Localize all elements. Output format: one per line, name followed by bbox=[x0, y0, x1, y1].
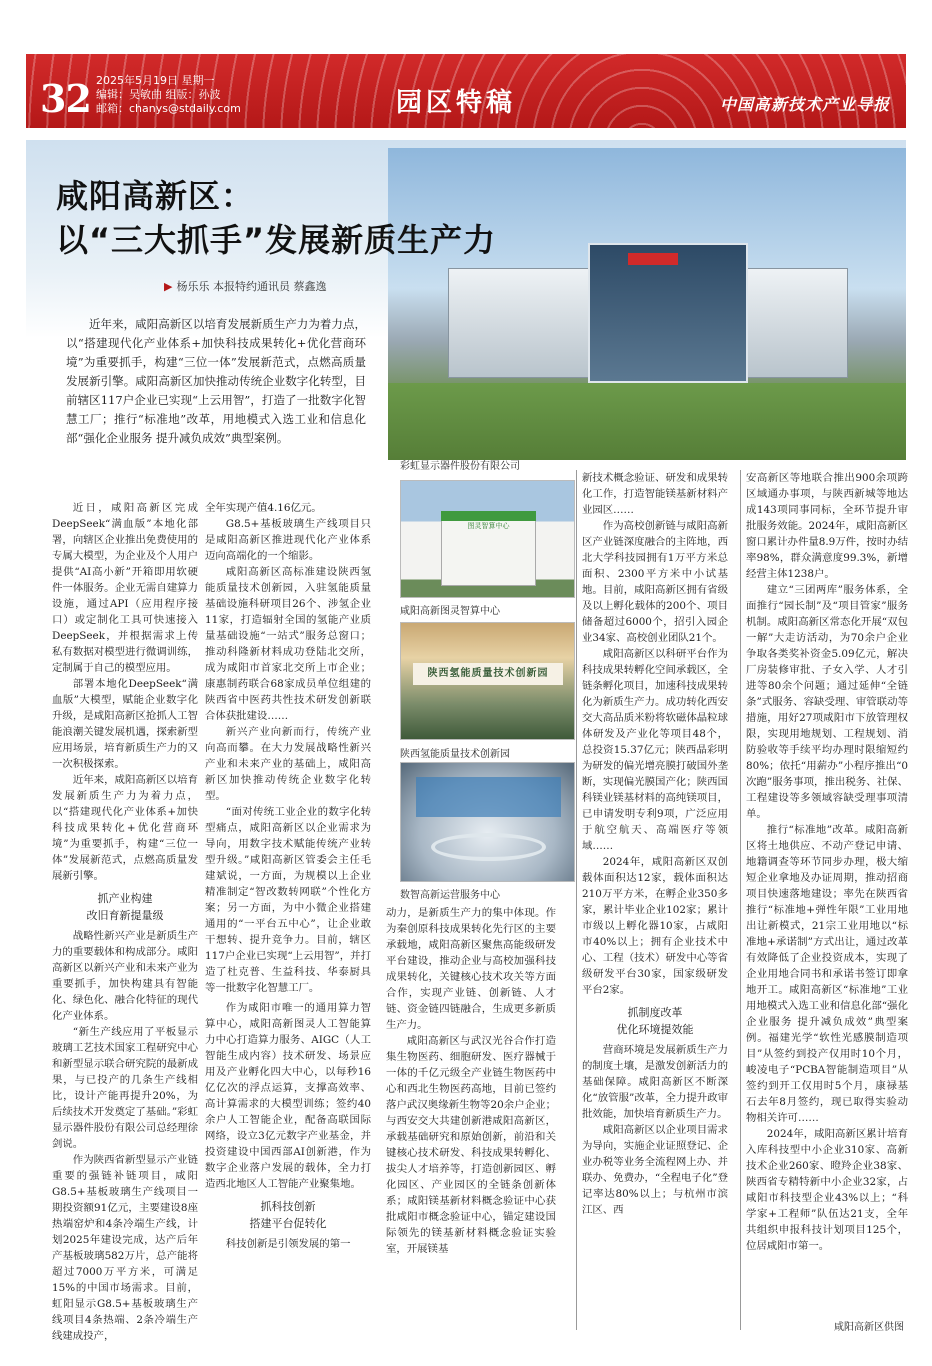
column-2-lower bbox=[205, 1000, 371, 1350]
main-photo-caption: 彩虹显示器件股份有限公司 bbox=[400, 461, 520, 472]
paragraph: “面对传统工业企业的数字化转型痛点，咸阳高新区以企业需求为导向，用数字技术赋能传统产业转型升级。”咸阳高新区管委会主任毛建斌说，一方面，为规模以上企业精准制定“智改数转网联”个性化方案；另一方面，为中小微企业搭建通用的“一平台五中心”，让企业敢干想转、提升竞争力。目前，辖区117户企业已实现“上云用智”，并打造了杜克普、生益科技、华泰厨具等一批数字化智慧工厂。 bbox=[205, 806, 371, 994]
lobby-ring bbox=[431, 833, 546, 861]
page-number: 32 bbox=[40, 76, 91, 121]
headline-line-2: 以“三大抓手”发展新质生产力 bbox=[56, 221, 497, 259]
paragraph: 动力，是新质生产力的集中体现。作为秦创原科技成果转化先行区的主要承载地，咸阳高新区聚焦高能级研发平台建设，推动企业与高校加强科技成果转化，关键核心技术攻关等方面合作，实现产业链、创新链、人才链、资金链四链融合，生成更多新质生产力。 bbox=[386, 907, 556, 1031]
page-banner bbox=[26, 54, 906, 128]
paragraph: 安高新区等地联合推出900余项跨区域通办事项，与陕西新城等地达成143项同事同标，全环节提升审批服务效能。2024年，咸阳高新区窗口累计办件量8.9万件，按时办结率98%，群众满意度99.3%，新增经营主体1238户。 bbox=[746, 472, 908, 580]
paragraph: 2024年，咸阳高新区双创载体面积达12家，载体面积达210万平方米，在孵企业350多家，累计毕业企业102家；累计市级以上孵化器10家，占咸阳市40%以上；拥有企业技术中心、工程（技术）研发中心等省级研发平台30家，国家级研发平台2家。 bbox=[582, 856, 728, 996]
paragraph: 作为咸阳市唯一的通用算力智算中心，咸阳高新图灵人工智能算力中心打造算力服务、AIGC（人工智能生成内容）技术研发、场景应用及产业孵化四大中心，以每秒16亿亿次的浮点运算，支撑高效率、高计算需求的大模型训练；签约40余户人工智能企业，配备高联国际网络，设立3亿元数字产业基金，并投资建设中国西部AI创新港，作为数字企业落户发展的载体，全力打造西北地区人工智能产业聚集地。 bbox=[205, 1002, 371, 1190]
photo-computing-center bbox=[400, 480, 575, 598]
paragraph: 全年实现产值4.16亿元。 bbox=[205, 502, 322, 514]
paragraph: 作为陕西省新型显示产业链重要的强链补链项目，咸阳G8.5+基板玻璃生产线项目一期投资额91亿元，主要建设8座热端窑炉和4条冷端生产线，计划2025年建设完成，达产后年产基板玻璃582万片，总产能将超过7000万平方米，可满足15%的中国市场需求。目前，虹阳显示G8.5+基板玻璃生产线项目4条热端、2条冷端生产线建成投产， bbox=[52, 1154, 198, 1342]
paragraph: 科技创新是引领发展的第一 bbox=[225, 1238, 351, 1250]
column-4 bbox=[582, 470, 728, 1310]
lawn bbox=[388, 383, 906, 460]
photo-service-center bbox=[400, 762, 575, 882]
headline-line-1: 咸阳高新区： bbox=[56, 177, 255, 215]
paragraph: 新技术概念验证、研发和成果转化工作，打造智能镁基新材料产业园区…… bbox=[582, 472, 728, 516]
section-title: 园区特稿 bbox=[396, 88, 517, 118]
paragraph: 近日，咸阳高新区完成DeepSeek“满血版”本地化部署，向辖区企业推出免费使用的专属大模型，为企业及个人用户提供“AI高小新”开箱即用软硬件一体服务。企业无需自建算力设施，通过API（应用程序接口）或定制化工具可快速接入DeepSeek，并根据需求上传私有数据对模型进行微调训练，定制属于自己的模型应用。 bbox=[52, 502, 198, 674]
column-divider bbox=[740, 470, 741, 1330]
column-divider bbox=[576, 470, 577, 1330]
byline bbox=[164, 278, 326, 294]
paragraph: 2024年，咸阳高新区累计培育入库科技型中小企业310家、高新技术企业260家、瞪羚企业38家、陕西省专精特新中小企业32家，占咸阳市科技型企业43%以上；“科学家+工程师”队伍达21支，全年共组织申报科技计划项目125个，位居咸阳市第一。 bbox=[746, 1128, 908, 1252]
green-sign bbox=[441, 511, 536, 521]
subheading bbox=[205, 1198, 371, 1232]
column-1 bbox=[52, 500, 198, 1342]
column-3 bbox=[386, 905, 556, 1285]
photo3-caption: 数智高新运营服务中心 bbox=[400, 890, 500, 901]
email-line: 邮箱：chanys@stdaily.com bbox=[96, 102, 241, 115]
paragraph: 推行“标准地”改革。咸阳高新区将土地供应、不动产登记申请、地籍调查等环节同步办理，极大缩短企业拿地及办证周期，推动招商项目快速落地建设；率先在陕西省推行“标准地+弹性年限”工业用地出让新模式，21宗工业用地以“标准地+承诺制”方式出让，通过改革有效降低了企业投资成本，实现了企业用地合同书和承诺书签订即拿地开工。咸阳高新区“标准地”工业用地模式入选工业和信息化部“强化企业服务 提升减负成效”典型案例。福建光学“软性光感膜制造项目”从签约到投产仅用时10个月，峻凌电子“PCBA智能制造项目”从签约到开工仅用时5个月，康禄基石去年8月签约，现已取得实验动物相关许可…… bbox=[746, 824, 908, 1124]
paragraph: 咸阳高新区与武汉光谷合作打造集生物医药、细胞研发、医疗器械于一体的千亿元级全产业链生物医药中心和西北生物医药高地，目前已签约落户武汉奥缘新生物等20余户企业；与西安交大共建创新港咸阳高新区，承载基础研究和原始创新，前沿和关键核心技术研发、科技成果转孵化、拔尖人才培养等，打造创新园区、孵化园区、产业园区的全链条创新体系；咸阳镁基新材料概念验证中心获批咸阳市概念验证中心，锚定建设国际领先的镁基新材料概念验证实验室，开展镁基 bbox=[386, 1035, 556, 1255]
photo-hydrogen-park bbox=[400, 622, 575, 740]
paragraph: 咸阳高新区以科研平台作为科技成果转孵化空间承载区，全链条孵化项目，加速科技成果转化为新质生产力。成功转化西安交大高品质米粉将软磁体晶粒球体研发及产业化等项目48个，总投资15.37亿元；陕西晶彩明为研发的偏光增亮膜打破国外垄断，实现偏光膜国产化；陕西国科镁业镁基材料的高纯镁项目，已申请发明专利9项，广泛应用于航空航天、高端医疗等领域…… bbox=[582, 648, 728, 852]
photo2-caption: 陕西氢能质量技术创新园 bbox=[400, 749, 510, 760]
byline-text: 杨乐乐 本报特约通讯员 蔡鑫逸 bbox=[176, 280, 327, 293]
subheading-line: 抓制度改革 bbox=[627, 1006, 683, 1019]
screen bbox=[416, 777, 561, 817]
photo-credit: 咸阳高新区供图 bbox=[834, 1322, 904, 1333]
paragraph: “新生产线应用了平板显示玻璃工艺技术国家工程研究中心和新型显示联合研究院的最新成果，与已投产的几条生产线相比，设计产能再提升20%，为后续技术开发奠定了基础。”彩虹显示器件股份有限公司总经理徐剑说。 bbox=[52, 1026, 198, 1150]
editor-line: 编辑：吴敏曲 组版：孙波 bbox=[96, 88, 221, 101]
column-5 bbox=[746, 470, 908, 1310]
paragraph: 近年来，咸阳高新区以培育发展新质生产力为着力点，以“搭建现代化产业体系+加快科技成果转化+优化营商环境”为重要抓手，构建“三位一体”发展新范式，点燃高质量发展新引擎。 bbox=[52, 774, 198, 882]
subheading-line: 优化环境提效能 bbox=[616, 1023, 694, 1036]
subheading-line: 抓产业构建 bbox=[97, 892, 153, 905]
paragraph: 咸阳高新区高标准建设陕西氢能质量技术创新园，入驻氢能质量基础设施科研项目26个、涉氢企业11家，打造辐射全国的氢能产业质量基础设施“一站式”服务总窗口；推动科隆新材料成功登陆北交所，成为咸阳市首家北交所上市企业；康惠制药联合68家成员单位组建的陕西省中医药共性技术研发创新联合体获批建设…… bbox=[205, 566, 371, 722]
date-line: 2025年5月19日 星期一 bbox=[96, 74, 215, 87]
paragraph: 战略性新兴产业是新质生产力的重要载体和构成部分。咸阳高新区以新兴产业和未来产业为重要抓手，加快构建具有智能化、绿色化、融合化特征的现代化产业体系。 bbox=[52, 930, 198, 1022]
paragraph: 营商环境是发展新质生产力的制度土壤，是激发创新活力的基础保障。咸阳高新区不断深化“放管服”改革，全力提升政审批效能，加快培育新质生产力。 bbox=[582, 1044, 728, 1120]
paragraph: 部署本地化DeepSeek“满血版”大模型，赋能企业数字化升级，是咸阳高新区抢抓人工智能浪潮关键发展机遇，探索新型应用场景，培育新质生产力的又一次积极探索。 bbox=[52, 678, 198, 770]
headline bbox=[56, 174, 496, 262]
subheading-line: 搭建平台促转化 bbox=[249, 1217, 327, 1230]
paragraph: 咸阳高新区以企业项目需求为导向，实施企业证照登记、企业办税等业务全流程网上办、并联办、免费办，“全程电子化”登记率达80%以上；与杭州市滨江区、西 bbox=[582, 1124, 728, 1216]
paragraph: 新兴产业向新而行，传统产业向高而攀。在大力发展战略性新兴产业和未来产业的基础上，咸阳高新区加快推动传统企业数字化转型。 bbox=[205, 726, 371, 802]
issue-meta bbox=[96, 74, 241, 116]
building-sign-text: 图灵智算中心 bbox=[467, 522, 510, 530]
subheading bbox=[582, 1004, 728, 1038]
photo1-caption: 咸阳高新图灵智算中心 bbox=[400, 606, 500, 617]
lead-paragraph: 近年来，咸阳高新区以培育发展新质生产力为着力点，以“搭建现代化产业体系+加快科技成果转化+优化营商环境”为重要抓手，构建“三位一体”发展新范式，点燃高质量发展新引擎。咸阳高新区加快推动传统企业数字化转型，目前辖区117户企业已实现“上云用智”，打造了一批数字化智慧工厂；推行“标准地”改革，用地模式入选工业和信息化部“强化企业服务 提升减负成效”典型案例。 bbox=[66, 317, 366, 445]
column-2 bbox=[205, 500, 371, 1060]
subheading-line: 抓科技创新 bbox=[260, 1200, 316, 1213]
park-sign: 陕西氢能质量技术创新园 bbox=[413, 663, 563, 685]
arrow-icon: ▶ bbox=[164, 280, 173, 293]
subheading-line: 改旧育新提量级 bbox=[86, 909, 164, 922]
subheading bbox=[52, 890, 198, 924]
paragraph: 作为高校创新链与咸阳高新区产业链深度融合的主阵地，西北大学科技园拥有1万平方米总面积、2300平方米中小试基地。目前，咸阳高新区拥有省级及以上孵化载体的200个、项目储备超过6000个，招引入园企业34家、高校创业团队21个。 bbox=[582, 520, 728, 644]
paragraph: G8.5+基板玻璃生产线项目只是咸阳高新区推进现代化产业体系迈向高端化的一个缩影。 bbox=[205, 518, 371, 562]
newspaper-logo: 中国高新技术产业导报 bbox=[719, 95, 890, 114]
building-sign bbox=[628, 253, 678, 265]
paragraph: 建立“三团两库”服务体系，全面推行“园长制”及“项目管家”服务机制。咸阳高新区常态化开展“双包一解”大走访活动，为70余户企业争取各类奖补资金5.09亿元，解决厂房装修审批、子女入学、人才引进等80余个问题；通过延伸“全链条”式服务、容缺受理、审管联动等措施，用好27项咸阳市下放管理权限，实现用地规划、工程规划、消防验收等手续平均办理时限缩短约80%；依托“用薪办”小程序推出“0次跑”服务事项，推出税务、社保、工程建设等多领域容缺受理事项清单。 bbox=[746, 584, 908, 820]
